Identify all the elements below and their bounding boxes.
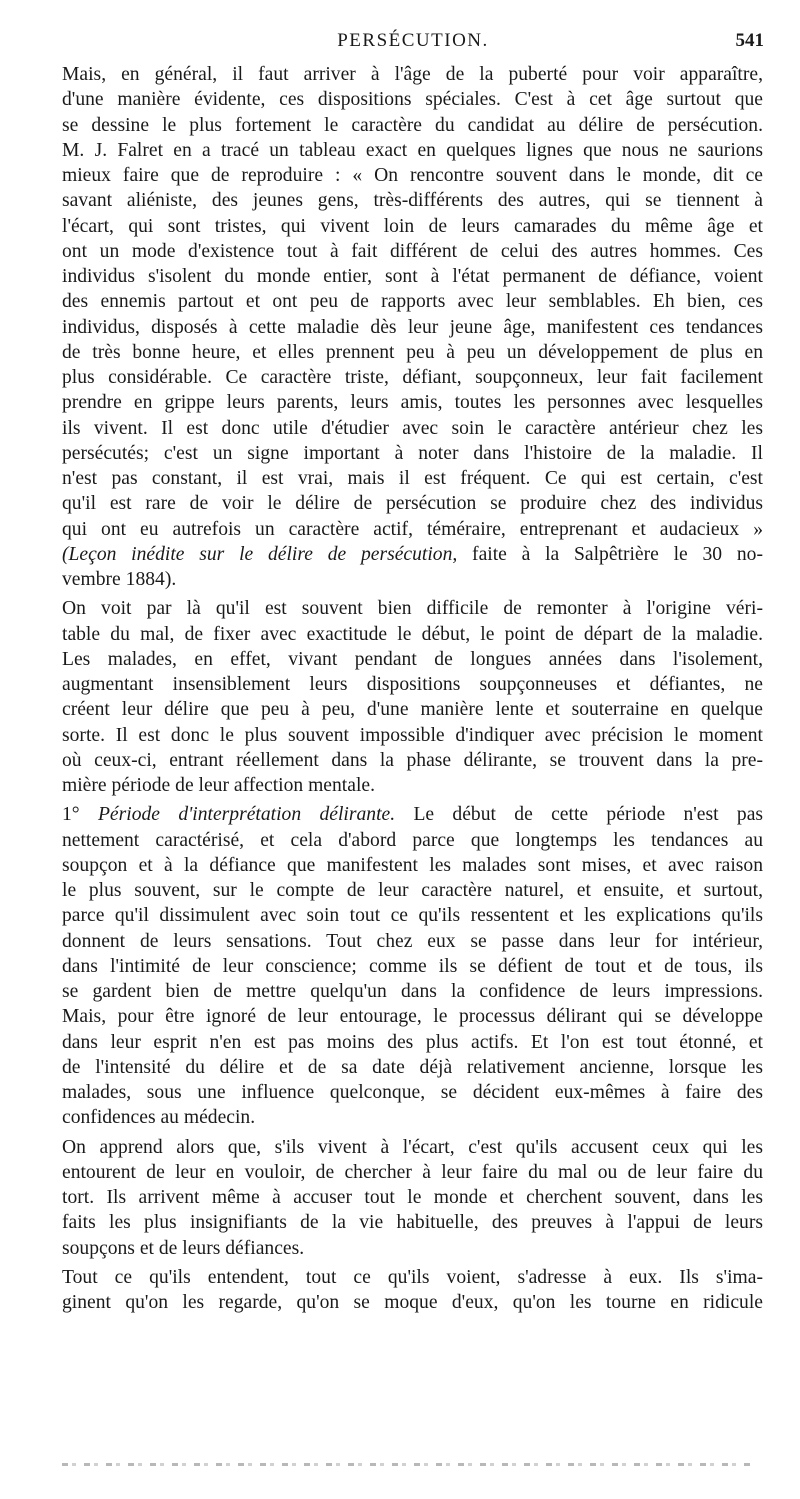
text-line: soupçons et de leurs défiances. <box>62 1237 305 1259</box>
text-line: dans leur esprit n'en est pas moins des plus actifs. Et l'on est tout étonné, et <box>62 1031 763 1053</box>
text-line: ginent qu'on les regarde, qu'on se moque d'eux, qu'on les tourne en ridicule <box>62 1292 763 1313</box>
text-line: plus considérable. Ce caractère triste, défiant, soupçonneux, leur fait facilement <box>62 367 763 388</box>
text-line: où ceux-ci, entrant réellement dans la phase délirante, se trouvent dans la pre- <box>62 749 763 771</box>
text-line: vembre 1884). <box>62 569 177 590</box>
text-line: dans l'intimité de leur conscience; comme ils se défient de tout et de tous, ils <box>62 955 763 977</box>
text-line: individus s'isolent du monde entier, sont à l'état permanent de défiance, voient <box>62 266 763 287</box>
page-number: 541 <box>735 30 764 51</box>
citation-line <box>62 542 763 567</box>
text-line: nettement caractérisé, et cela d'abord parce que longtemps les tendances au <box>62 829 763 851</box>
paragraph-1 <box>62 62 763 592</box>
text-line: qui ont eu autrefois un caractère actif, téméraire, entreprenant et audacieux » <box>62 518 763 540</box>
section-heading-rest: Le début de cette période n'est pas <box>395 804 763 826</box>
paragraph-5 <box>62 1265 763 1316</box>
text-line: malades, sous une influence quelconque, se décident eux-mêmes à faire des <box>62 1082 763 1103</box>
text-line: augmentant insensiblement leurs dispositions soupçonneuses et défiantes, ne <box>62 674 763 695</box>
section-heading-line <box>62 802 763 827</box>
running-title: PERSÉCUTION. <box>337 30 489 51</box>
paragraph-3 <box>62 802 763 1130</box>
text-line: confidences au médecin. <box>62 1107 256 1129</box>
citation-title: (Leçon inédite sur le délire de persécution, <box>62 543 458 565</box>
text-line: n'est pas constant, il est vrai, mais il est fréquent. Ce qui est certain, c'est <box>62 468 763 489</box>
text-line: M. J. Falret en a tracé un tableau exact en quelques lignes que nous ne saurions <box>62 139 763 161</box>
text-line: des ennemis partout et ont peu de rapports avec leur semblables. Eh bien, ces <box>62 291 763 313</box>
text-line: prendre en grippe leurs parents, leurs amis, toutes les personnes avec lesquelles <box>62 392 763 414</box>
text-line: d'une manière évidente, ces dispositions spéciales. C'est à cet âge surtout que <box>62 89 763 111</box>
paragraph-2 <box>62 596 763 798</box>
text-line: Mais, en général, il faut arriver à l'âge de la puberté pour voir apparaître, <box>62 64 763 85</box>
text-line: se gardent bien de mettre quelqu'un dans la confidence de leurs impressions. <box>62 981 763 1002</box>
text-line: soupçon et à la défiance que manifestent les malades sont mises, et avec raison <box>62 854 763 876</box>
text-line: Mais, pour être ignoré de leur entourage, le processus délirant qui se développe <box>62 1006 763 1028</box>
text-line: persécutés; c'est un signe important à noter dans l'histoire de la maladie. Il <box>62 442 763 464</box>
section-number: 1° <box>62 804 80 826</box>
text-line: de très bonne heure, et elles prennent peu à peu un développement de plus en <box>62 341 763 363</box>
text-line: se dessine le plus fortement le caractère du candidat au délire de persécution. <box>62 114 763 136</box>
section-heading: Période d'interprétation délirante. <box>97 804 396 826</box>
text-line: On apprend alors que, s'ils vivent à l'écart, c'est qu'ils accusent ceux qui les <box>62 1136 763 1158</box>
text-line: savant aliéniste, des jeunes gens, très-différents des autres, qui se tiennent à <box>62 190 763 212</box>
text-line: individus, disposés à cette maladie dès leur jeune âge, manifestent ces tendances <box>62 316 763 338</box>
text-line: ils vivent. Il est donc utile d'étudier avec soin le caractère antérieur chez les <box>62 417 763 439</box>
text-line: entourent de leur en vouloir, de chercher à leur faire du mal ou de leur faire du <box>62 1161 763 1183</box>
text-line: le plus souvent, sur le compte de leur caractère naturel, et ensuite, et surtout, <box>62 880 763 901</box>
body-text <box>62 62 763 1319</box>
text-line: parce qu'il dissimulent avec soin tout ce qu'ils ressentent et les explications qu'ils <box>62 905 763 927</box>
text-line: donnent de leurs sensations. Tout chez eux se passe dans leur for intérieur, <box>62 930 763 952</box>
text-line: Tout ce qu'ils entendent, tout ce qu'ils voient, s'adresse à eux. Ils s'ima- <box>62 1266 763 1288</box>
text-line: table du mal, de fixer avec exactitude le début, le point de départ de la maladie. <box>62 623 763 645</box>
citation-rest: faite à la Salpêtrière le 30 no- <box>457 543 763 565</box>
text-line: sorte. Il est donc le plus souvent impossible d'indiquer avec précision le moment <box>62 724 763 746</box>
text-line: mieux faire que de reproduire : « On rencontre souvent dans le monde, dit ce <box>62 165 763 186</box>
text-line: mière période de leur affection mentale. <box>62 775 375 796</box>
running-head <box>62 30 764 56</box>
text-line: On voit par là qu'il est souvent bien difficile de remonter à l'origine véri- <box>62 598 763 620</box>
text-line: tort. Ils arrivent même à accuser tout le monde et cherchent souvent, dans les <box>62 1187 763 1208</box>
text-line: créent leur délire que peu à peu, d'une manière lente et souterraine en quelque <box>62 699 763 721</box>
text-line: de l'intensité du délire et de sa date déjà relativement ancienne, lorsque les <box>62 1056 763 1078</box>
text-line: l'écart, qui sont tristes, qui vivent loin de leurs camarades du même âge et <box>62 215 763 237</box>
paragraph-4 <box>62 1135 763 1261</box>
text-line: Les malades, en effet, vivant pendant de longues années dans l'isolement, <box>62 648 763 670</box>
text-line: qu'il est rare de voir le délire de persécution se produire chez des individus <box>62 493 763 515</box>
text-line: ont un mode d'existence tout à fait différent de celui des autres hommes. Ces <box>62 240 763 262</box>
bleed-through-noise <box>62 1463 752 1466</box>
text-line: faits les plus insignifiants de la vie habituelle, des preuves à l'appui de leurs <box>62 1212 763 1234</box>
